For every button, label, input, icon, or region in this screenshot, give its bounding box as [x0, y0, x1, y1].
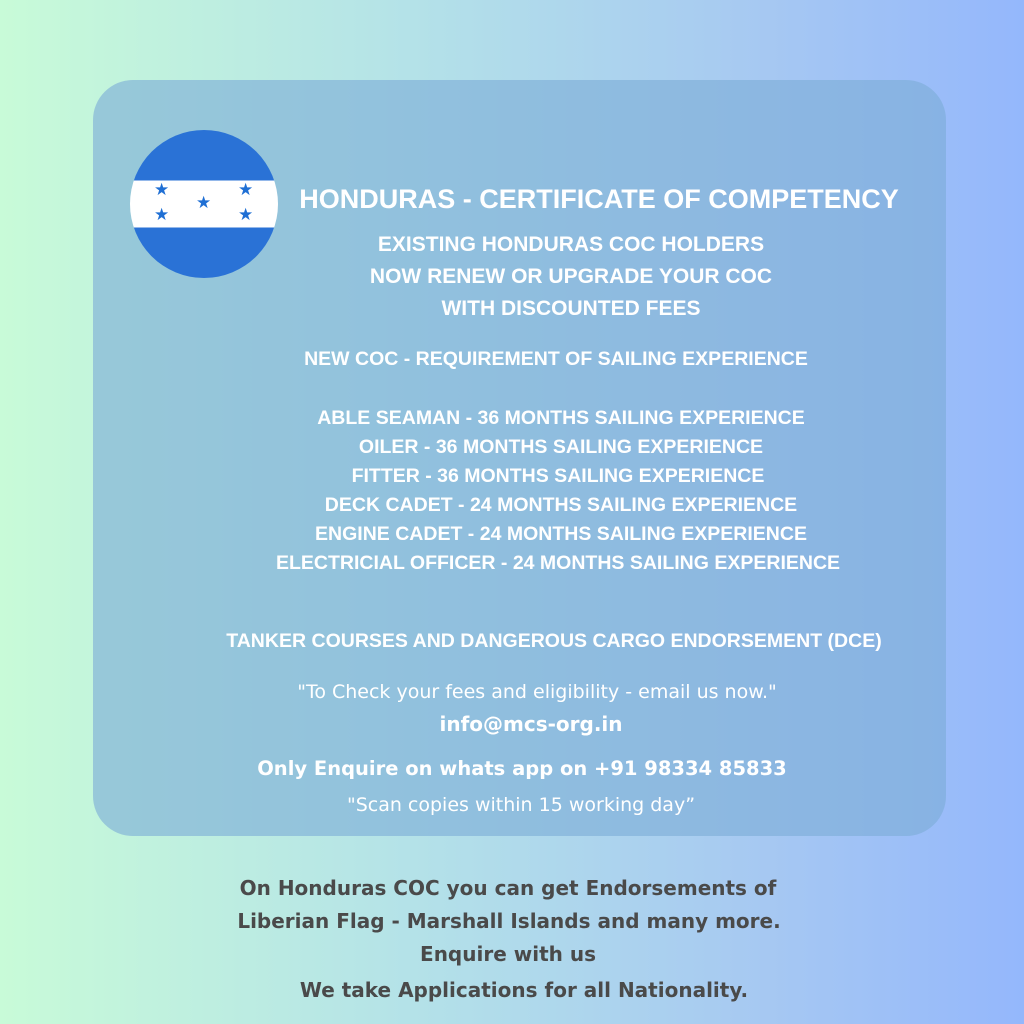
requirement-item: OILER - 36 MONTHS SAILING EXPERIENCE: [358, 436, 764, 458]
footer-line-2: Liberian Flag - Marshall Islands and many more.: [237, 909, 781, 933]
email-link[interactable]: info@mcs-org.in: [439, 712, 623, 736]
star-icon: ★: [154, 180, 170, 200]
requirement-item: ABLE SEAMAN - 36 MONTHS SAILING EXPERIENCE: [317, 407, 805, 429]
intro-line-3: WITH DISCOUNTED FEES: [441, 297, 701, 320]
requirement-item: DECK CADET - 24 MONTHS SAILING EXPERIENCE: [324, 494, 798, 516]
footer-line-3: Enquire with us: [420, 942, 596, 966]
requirement-item: ENGINE CADET - 24 MONTHS SAILING EXPERIENCE: [315, 523, 807, 545]
check-fees-text: "To Check your fees and eligibility - email us now.": [297, 681, 777, 703]
new-coc-heading: NEW COC - REQUIREMENT OF SAILING EXPERIENCE: [304, 348, 808, 370]
star-icon: ★: [154, 205, 170, 225]
whatsapp-line[interactable]: Only Enquire on whats app on +91 98334 85833: [257, 757, 787, 780]
star-icon: ★: [196, 193, 212, 213]
star-icon: ★: [238, 180, 254, 200]
requirement-item: ELECTRICIAL OFFICER - 24 MONTHS SAILING EXPERIENCE: [275, 552, 841, 574]
intro-line-1: EXISTING HONDURAS COC HOLDERS: [377, 233, 765, 256]
star-icon: ★: [238, 205, 254, 225]
tanker-courses-line: TANKER COURSES AND DANGEROUS CARGO ENDORSEMENT (DCE): [226, 630, 882, 652]
scan-copies-note: "Scan copies within 15 working day”: [346, 794, 696, 816]
footer-line-4: We take Applications for all Nationality.: [299, 978, 749, 1002]
intro-line-2: NOW RENEW OR UPGRADE YOUR COC: [369, 265, 773, 288]
footer-line-1: On Honduras COC you can get Endorsements of: [239, 876, 777, 900]
requirement-item: FITTER - 36 MONTHS SAILING EXPERIENCE: [351, 465, 765, 487]
page-title: HONDURAS - CERTIFICATE OF COMPETENCY: [299, 184, 899, 214]
